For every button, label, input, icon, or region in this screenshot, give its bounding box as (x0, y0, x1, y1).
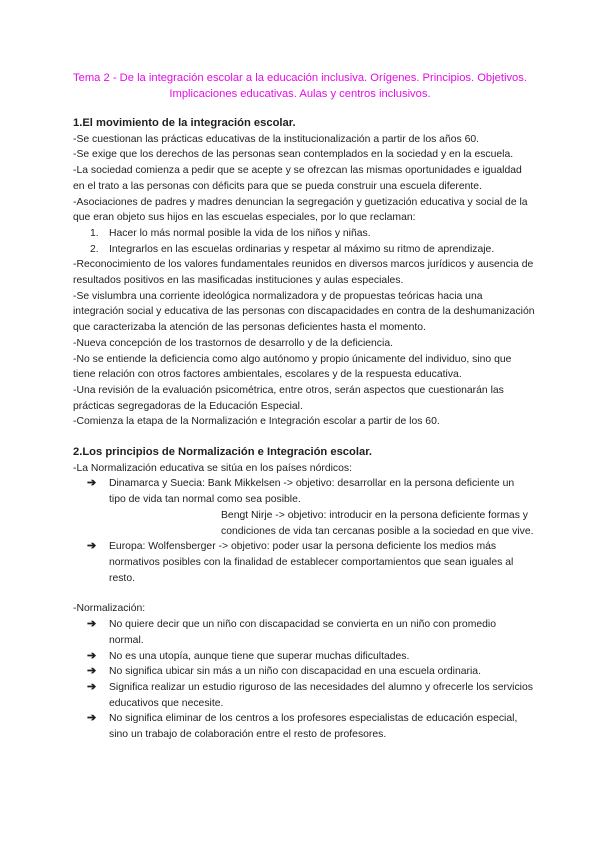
europe-list (73, 539, 535, 586)
paragraph: -Una revisión de la evaluación psicométrica, entre otros, serán aspectos que cuestionarán las prácticas segregadoras de la Educación Especial. (73, 384, 504, 412)
paragraph: -Nueva concepción de los trastornos de desarrollo y de la deficiencia. (73, 337, 393, 349)
demands-list (73, 226, 535, 257)
list-text: Significa realizar un estudio riguroso de las necesidades del alumno y ofrecerle los servicios educativos que necesite. (109, 681, 533, 709)
arrow-icon: ➔ (87, 477, 97, 490)
list-text: No quiere decir que un niño con discapacidad se convierta en un niño con promedio normal. (109, 619, 497, 646)
paragraph: -Se vislumbra una corriente ideológica normalizadora y de propuestas teóricas hacia una integración social y educativa de las personas con discapacidades en contra de la deshumanización que caracterizaba la atención de las personas deficientes hasta el momento. (73, 290, 535, 334)
paragraph: -La sociedad comienza a pedir que se acepte y se ofrezcan las mismas oportunidades e igualdad en el trato a las personas con déficits para que se pueda construir una escuela diferente. (73, 165, 522, 192)
list-item (73, 226, 535, 242)
arrow-icon: ➔ (87, 540, 97, 553)
list-item (73, 649, 535, 665)
list-text: No significa ubicar sin más a un niño con discapacidad en una escuela ordinaria. (109, 666, 481, 678)
list-item (73, 664, 535, 680)
paragraph: -Normalización: (73, 603, 146, 615)
paragraph: -La Normalización educativa se sitúa en los países nórdicos: (73, 462, 352, 474)
paragraph: -Comienza la etapa de la Normalización e Integración escolar a partir de los 60. (73, 416, 440, 428)
list-text: No significa eliminar de los centros a los profesores especialistas de educación especial, sino un trabajo de colaboración entre el resto de profesores. (109, 713, 518, 741)
arrow-icon: ➔ (87, 649, 97, 662)
document-body (73, 116, 535, 743)
nordic-list (73, 476, 535, 507)
paragraph: -Se cuestionan las prácticas educativas de la institucionalización a partir de los años 60. (73, 133, 480, 145)
list-item (73, 617, 535, 648)
arrow-icon: ➔ (87, 712, 97, 725)
list-text: No es una utopía, aunque tiene que superar muchas dificultades. (109, 650, 410, 662)
list-number: 2. (90, 243, 99, 255)
list-item (73, 680, 535, 711)
document-title: Tema 2 - De la integración escolar a la educación inclusiva. Orígenes. Principios. Objetivos. Implicaciones educativas. Aulas y centros inclusivos. (73, 72, 527, 100)
list-text: Integrarlos en las escuelas ordinarias y respetar al máximo su ritmo de aprendizaje. (109, 243, 495, 255)
indented-paragraph: Bengt Nirje -> objetivo: introducir en la persona deficiente formas y condiciones de vida tan cercanas posible a la sociedad en que vive. (221, 509, 534, 537)
list-text: Hacer lo más normal posible la vida de los niños y niñas. (109, 227, 371, 239)
section-2-heading: 2.Los principios de Normalización e Integración escolar. (73, 446, 373, 459)
list-number: 1. (90, 227, 99, 239)
list-item (73, 539, 535, 586)
paragraph: -Reconocimiento de los valores fundamentales reunidos en diversos marcos jurídicos y ausencia de resultados positivos en las masificadas instituciones y aulas especiales. (73, 259, 534, 287)
list-item (73, 476, 535, 507)
list-item (73, 242, 535, 258)
spacer (73, 586, 535, 601)
list-text: Dinamarca y Suecia: Bank Mikkelsen -> objetivo: desarrollar en la persona deficiente un tipo de vida tan normal como sea posible. (109, 478, 515, 506)
section-1-heading: 1.El movimiento de la integración escolar. (73, 117, 296, 129)
arrow-icon: ➔ (87, 680, 97, 693)
arrow-icon: ➔ (87, 665, 97, 678)
paragraph: -Se exige que los derechos de las personas sean contemplados en la sociedad y en la escuela. (73, 149, 514, 161)
paragraph: -No se entiende la deficiencia como algo autónomo y propio únicamente del individuo, sino que tiene relación con otros factores ambientales, escolares y de la respuesta educativa. (73, 353, 512, 381)
arrow-icon: ➔ (87, 618, 97, 631)
list-text: Europa: Wolfensberger -> objetivo: poder usar la persona deficiente los medios más normativos posibles con la finalidad de establecer comportamientos que sean iguales al resto. (109, 541, 514, 584)
list-item (73, 711, 535, 742)
paragraph: -Asociaciones de padres y madres denuncian la segregación y guetización educativa y social de la que eran objeto sus hijos en las escuelas especiales, por lo que reclaman: (73, 196, 528, 224)
spacer (73, 430, 535, 445)
normalization-list (73, 617, 535, 743)
